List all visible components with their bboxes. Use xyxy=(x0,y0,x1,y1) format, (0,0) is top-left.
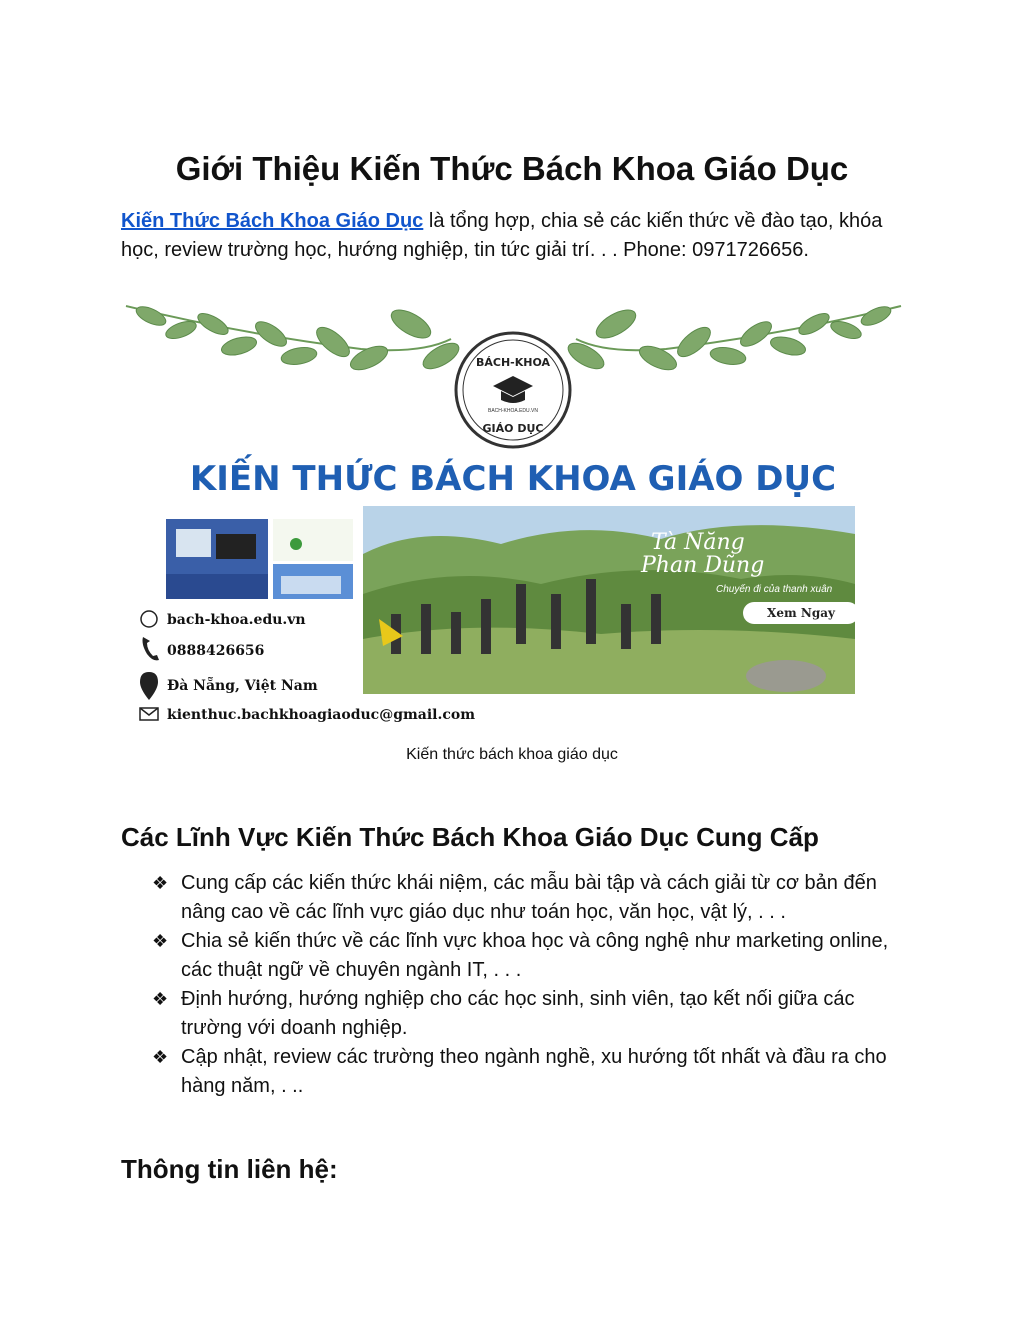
contact-location: Đà Nẵng, Việt Nam xyxy=(167,678,318,694)
photo-overlay-title-1: Tà Năng xyxy=(651,530,745,555)
section-heading: Các Lĩnh Vực Kiến Thức Bách Khoa Giáo Dục Cung Cấp xyxy=(121,822,819,852)
photo-overlay-subtitle: Chuyến đi của thanh xuân xyxy=(716,584,833,595)
list-item xyxy=(152,985,912,1043)
view-now-label: Xem Ngay xyxy=(767,606,835,620)
mountain-photo xyxy=(363,506,859,694)
diamond-bullet-icon: ❖ xyxy=(152,873,169,893)
image-caption: Kiến thức bách khoa giáo dục xyxy=(406,746,618,763)
page-title: Giới Thiệu Kiến Thức Bách Khoa Giáo Dục xyxy=(175,150,849,187)
contact-phone: 0888426656 xyxy=(167,643,265,659)
list-item-text: Cung cấp các kiến thức khái niệm, các mẫu bài tập và cách giải từ cơ bản đến nâng cao về các lĩnh vực giáo dục như toán học, văn học, vật lý, . . . xyxy=(181,872,877,923)
list-item xyxy=(152,869,912,927)
intro-paragraph xyxy=(121,207,911,265)
site-link[interactable]: Kiến Thức Bách Khoa Giáo Dục xyxy=(121,210,424,232)
list-item xyxy=(152,1043,912,1101)
features-list xyxy=(152,869,912,1101)
list-item xyxy=(152,927,912,985)
logo-badge xyxy=(456,333,570,447)
diamond-bullet-icon: ❖ xyxy=(152,989,169,1009)
contact-website: bach-khoa.edu.vn xyxy=(167,612,306,628)
classroom-photos xyxy=(166,519,353,599)
diamond-bullet-icon: ❖ xyxy=(152,931,169,951)
globe-icon xyxy=(141,611,157,627)
diamond-bullet-icon: ❖ xyxy=(152,1047,169,1067)
banner-image xyxy=(121,294,906,734)
list-item-text: Chia sẻ kiến thức về các lĩnh vực khoa học và công nghệ như marketing online, các thuật ngữ về chuyên ngành IT, . . . xyxy=(181,930,889,981)
logo-small-text: BACH-KHOA.EDU.VN xyxy=(487,408,539,414)
phone-icon xyxy=(143,637,160,660)
logo-bottom-text: GIÁO DỤC xyxy=(482,422,544,435)
list-item-text: Định hướng, hướng nghiệp cho các học sinh, sinh viên, tạo kết nối giữa các trường với doanh nghiệp. xyxy=(181,988,855,1039)
contact-heading: Thông tin liên hệ: xyxy=(121,1154,338,1184)
contact-email: kienthuc.bachkhoagiaoduc@gmail.com xyxy=(167,707,476,723)
photo-overlay-title-2: Phan Dũng xyxy=(641,553,765,578)
location-pin-icon xyxy=(140,672,158,700)
intro-text: là tổng hợp, chia sẻ các kiến thức về đào tạo, khóa học, review trường học, hướng nghiệp, tin tức giải trí. . . Phone: 0971726656. xyxy=(121,210,883,261)
list-item-text: Cập nhật, review các trường theo ngành nghề, xu hướng tốt nhất và đầu ra cho hàng năm, . .. xyxy=(181,1046,887,1097)
banner-headline: KIẾN THỨC BÁCH KHOA GIÁO DỤC xyxy=(189,459,837,499)
logo-top-text: BÁCH-KHOA xyxy=(475,356,551,369)
